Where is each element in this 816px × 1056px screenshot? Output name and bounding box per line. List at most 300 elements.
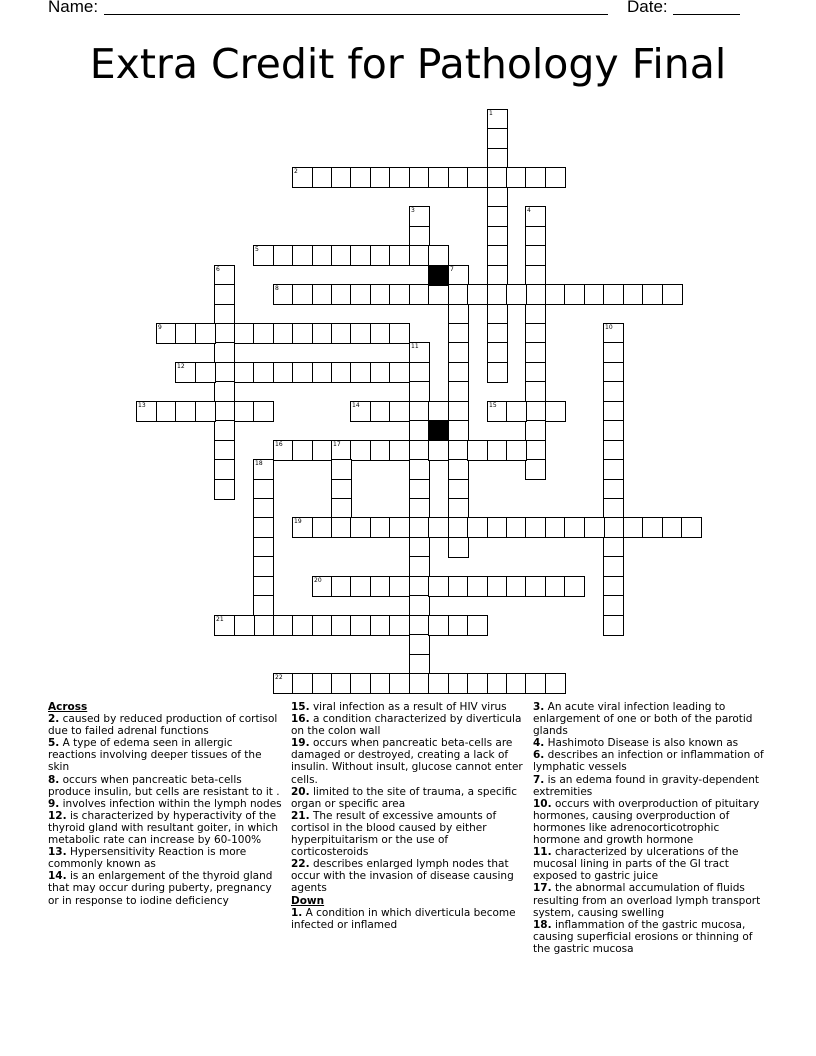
grid-cell[interactable] [409, 673, 430, 694]
grid-cell[interactable] [331, 284, 352, 305]
grid-cell[interactable] [409, 459, 430, 480]
clue-number: 7 [450, 266, 454, 273]
grid-cell[interactable] [175, 401, 196, 422]
grid-cell[interactable] [312, 167, 333, 188]
clue-number: 6 [216, 266, 220, 273]
grid-cell[interactable] [525, 517, 546, 538]
clue-number: 20. [291, 785, 310, 798]
grid-cell[interactable] [389, 615, 410, 636]
grid-cell[interactable] [487, 109, 508, 130]
grid-cell[interactable] [467, 167, 488, 188]
grid-cell[interactable] [545, 401, 566, 422]
grid-cell[interactable] [564, 576, 585, 597]
grid-cell[interactable] [428, 576, 449, 597]
grid-cell[interactable] [409, 615, 430, 636]
grid-cell[interactable] [525, 420, 546, 441]
grid-cell[interactable] [331, 362, 352, 383]
grid-cell[interactable] [370, 245, 391, 266]
grid-cell[interactable] [525, 167, 546, 188]
grid-cell[interactable] [292, 284, 313, 305]
grid-cell[interactable] [312, 362, 333, 383]
grid-cell[interactable] [350, 576, 371, 597]
grid-cell[interactable] [603, 440, 624, 461]
grid-cell[interactable] [525, 265, 546, 286]
grid-cell[interactable] [273, 615, 294, 636]
grid-cell[interactable] [525, 284, 546, 305]
clue-number: 1. [291, 906, 303, 919]
grid-cell[interactable] [350, 245, 371, 266]
clue-number: 13 [138, 402, 146, 409]
grid-cell[interactable] [136, 401, 157, 422]
grid-cell[interactable] [253, 498, 274, 519]
grid-cell[interactable] [350, 362, 371, 383]
grid-cell[interactable] [331, 479, 352, 500]
clue-number: 10 [605, 324, 613, 331]
grid-cell[interactable] [448, 517, 469, 538]
grid-cell[interactable] [214, 362, 235, 383]
grid-cell[interactable] [389, 323, 410, 344]
grid-cell[interactable] [331, 459, 352, 480]
across-clue [291, 810, 524, 858]
grid-cell[interactable] [467, 440, 488, 461]
clue-number: 12 [177, 363, 185, 370]
grid-cell[interactable] [603, 323, 624, 344]
grid-cell[interactable] [603, 595, 624, 616]
grid-cell[interactable] [370, 167, 391, 188]
grid-cell[interactable] [409, 537, 430, 558]
grid-cell[interactable] [525, 342, 546, 363]
grid-cell[interactable] [564, 517, 585, 538]
grid-cell[interactable] [487, 284, 508, 305]
grid-cell[interactable] [409, 576, 430, 597]
clue-number: 21. [291, 809, 310, 822]
grid-cell[interactable] [350, 167, 371, 188]
clue-text: inflammation of the gastric mucosa, causing superficial erosions or thinning of the gastric mucosa [533, 918, 753, 955]
down-clue [533, 737, 768, 749]
grid-cell[interactable] [331, 517, 352, 538]
grid-cell[interactable] [389, 401, 410, 422]
grid-cell[interactable] [584, 284, 605, 305]
grid-cell[interactable] [214, 615, 235, 636]
grid-cell[interactable] [350, 673, 371, 694]
grid-cell[interactable] [487, 517, 508, 538]
grid-cell[interactable] [253, 595, 274, 616]
grid-cell[interactable] [253, 479, 274, 500]
grid-cell[interactable] [448, 284, 469, 305]
grid-cell[interactable] [545, 167, 566, 188]
grid-cell[interactable] [487, 304, 508, 325]
grid-cell[interactable] [409, 634, 430, 655]
grid-cell[interactable] [350, 284, 371, 305]
grid-cell[interactable] [389, 576, 410, 597]
grid-cell[interactable] [195, 323, 216, 344]
page-title: Extra Credit for Pathology Final [89, 40, 727, 88]
grid-cell[interactable] [487, 167, 508, 188]
grid-cell[interactable] [214, 479, 235, 500]
grid-cell[interactable] [331, 673, 352, 694]
grid-cell[interactable] [662, 284, 683, 305]
grid-cell[interactable] [467, 284, 488, 305]
grid-cell[interactable] [370, 673, 391, 694]
grid-cell[interactable] [467, 576, 488, 597]
grid-cell[interactable] [273, 323, 294, 344]
grid-cell[interactable] [214, 440, 235, 461]
grid-cell[interactable] [448, 537, 469, 558]
grid-cell[interactable] [234, 401, 255, 422]
clue-text: the abnormal accumulation of fluids resulting from an overload lymph transport system, causing swelling [533, 882, 761, 919]
grid-cell[interactable] [214, 381, 235, 402]
grid-cell[interactable] [175, 362, 196, 383]
clue-text: is characterized by hyperactivity of the thyroid gland with resultant goiter, in which metabolic rate can increase by 60-100% [48, 809, 279, 847]
grid-cell[interactable] [253, 459, 274, 480]
grid-cell[interactable] [253, 615, 274, 636]
grid-cell[interactable] [603, 401, 624, 422]
grid-cell[interactable] [603, 381, 624, 402]
grid-cell[interactable] [292, 323, 313, 344]
grid-cell[interactable] [525, 459, 546, 480]
grid-cell[interactable] [545, 576, 566, 597]
grid-cell[interactable] [370, 440, 391, 461]
grid-cell[interactable] [428, 245, 449, 266]
clue-number: 5. [48, 737, 60, 750]
grid-cell[interactable] [487, 245, 508, 266]
grid-cell[interactable] [370, 401, 391, 422]
grid-cell[interactable] [603, 576, 624, 597]
across-clue [48, 870, 283, 906]
clue-column-3 [533, 701, 768, 955]
down-clue [291, 907, 524, 931]
grid-cell[interactable] [195, 401, 216, 422]
across-clue [48, 774, 283, 798]
grid-cell[interactable] [448, 304, 469, 325]
grid-cell[interactable] [370, 284, 391, 305]
grid-cell[interactable] [448, 459, 469, 480]
grid-cell[interactable] [350, 440, 371, 461]
grid-cell[interactable] [428, 440, 449, 461]
grid-cell[interactable] [350, 615, 371, 636]
grid-cell[interactable] [214, 401, 235, 422]
grid-cell[interactable] [681, 517, 702, 538]
grid-cell[interactable] [331, 440, 352, 461]
grid-cell[interactable] [448, 479, 469, 500]
grid-cell[interactable] [487, 265, 508, 286]
grid-cell[interactable] [428, 517, 449, 538]
grid-cell[interactable] [525, 381, 546, 402]
grid-cell[interactable] [525, 245, 546, 266]
grid-cell[interactable] [603, 342, 624, 363]
grid-cell[interactable] [273, 673, 294, 694]
grid-cell[interactable] [370, 576, 391, 597]
grid-cell[interactable] [370, 517, 391, 538]
grid-cell[interactable] [292, 673, 313, 694]
grid-cell[interactable] [331, 615, 352, 636]
grid-cell[interactable] [253, 401, 274, 422]
clue-text: describes enlarged lymph nodes that occur with the invasion of disease causing agents [291, 858, 514, 895]
grid-cell[interactable] [389, 517, 410, 538]
grid-cell[interactable] [409, 401, 430, 422]
grid-cell[interactable] [506, 284, 527, 305]
grid-cell[interactable] [331, 498, 352, 519]
grid-cell[interactable] [234, 323, 255, 344]
grid-cell[interactable] [253, 576, 274, 597]
grid-cell[interactable] [292, 440, 313, 461]
grid-cell[interactable] [214, 459, 235, 480]
across-header: Across [48, 701, 88, 713]
grid-cell[interactable] [214, 304, 235, 325]
grid-cell[interactable] [389, 245, 410, 266]
grid-cell[interactable] [409, 167, 430, 188]
grid-cell[interactable] [234, 615, 255, 636]
grid-cell[interactable] [214, 265, 235, 286]
grid-cell[interactable] [564, 284, 585, 305]
grid-cell[interactable] [331, 167, 352, 188]
grid-cell[interactable] [448, 420, 469, 441]
grid-cell[interactable] [506, 401, 527, 422]
grid-cell[interactable] [487, 362, 508, 383]
clue-text: involves infection within the lymph nodes [59, 797, 282, 810]
grid-cell[interactable] [487, 401, 508, 422]
grid-cell[interactable] [448, 615, 469, 636]
grid-cell[interactable] [448, 362, 469, 383]
down-header: Down [291, 894, 325, 907]
clue-number: 14 [352, 402, 360, 409]
grid-cell[interactable] [292, 615, 313, 636]
grid-cell[interactable] [642, 284, 663, 305]
grid-cell[interactable] [487, 576, 508, 597]
grid-cell[interactable] [525, 401, 546, 422]
grid-cell[interactable] [448, 576, 469, 597]
grid-cell[interactable] [467, 673, 488, 694]
grid-cell[interactable] [428, 167, 449, 188]
grid-cell[interactable] [623, 284, 644, 305]
grid-cell[interactable] [370, 323, 391, 344]
grid-cell[interactable] [506, 167, 527, 188]
across-clue [291, 786, 524, 810]
grid-cell[interactable] [428, 284, 449, 305]
grid-cell[interactable] [389, 167, 410, 188]
down-clue [533, 919, 768, 955]
grid-cell[interactable] [292, 517, 313, 538]
grid-cell[interactable] [448, 498, 469, 519]
grid-cell[interactable] [214, 323, 235, 344]
grid-cell[interactable] [409, 342, 430, 363]
grid-cell[interactable] [409, 654, 430, 675]
grid-cell[interactable] [428, 401, 449, 422]
grid-cell[interactable] [331, 576, 352, 597]
grid-cell[interactable] [506, 576, 527, 597]
grid-cell[interactable] [525, 206, 546, 227]
clue-number: 1 [489, 110, 493, 117]
across-clue [291, 737, 524, 785]
grid-cell[interactable] [525, 323, 546, 344]
grid-cell[interactable] [448, 673, 469, 694]
grid-cell[interactable] [292, 245, 313, 266]
grid-cell[interactable] [370, 362, 391, 383]
clue-number: 15. [291, 701, 310, 713]
grid-cell[interactable] [525, 362, 546, 383]
grid-cell[interactable] [545, 517, 566, 538]
grid-cell[interactable] [312, 576, 333, 597]
clue-number: 19 [294, 518, 302, 525]
grid-cell[interactable] [603, 537, 624, 558]
grid-cell[interactable] [409, 440, 430, 461]
clue-column-2 [291, 701, 524, 931]
grid-cell[interactable] [214, 284, 235, 305]
grid-cell[interactable] [409, 226, 430, 247]
grid-cell[interactable] [525, 673, 546, 694]
grid-cell[interactable] [428, 615, 449, 636]
across-clue [48, 846, 283, 870]
grid-cell[interactable] [603, 556, 624, 577]
grid-cell[interactable] [214, 342, 235, 363]
grid-cell[interactable] [642, 517, 663, 538]
grid-cell[interactable] [253, 556, 274, 577]
grid-cell[interactable] [312, 323, 333, 344]
grid-cell[interactable] [525, 576, 546, 597]
grid-cell[interactable] [273, 362, 294, 383]
grid-cell[interactable] [623, 517, 644, 538]
grid-cell[interactable] [214, 420, 235, 441]
grid-cell[interactable] [331, 323, 352, 344]
grid-cell[interactable] [273, 245, 294, 266]
grid-cell[interactable] [525, 440, 546, 461]
grid-cell[interactable] [448, 440, 469, 461]
grid-cell[interactable] [545, 284, 566, 305]
grid-cell[interactable] [156, 323, 177, 344]
grid-cell[interactable] [389, 284, 410, 305]
grid-cell[interactable] [603, 420, 624, 441]
grid-cell[interactable] [253, 517, 274, 538]
grid-cell[interactable] [175, 323, 196, 344]
clue-number: 2. [48, 713, 60, 726]
clue-text: viral infection as a result of HIV virus [309, 701, 507, 713]
grid-cell[interactable] [506, 440, 527, 461]
grid-cell[interactable] [467, 615, 488, 636]
grid-cell[interactable] [234, 362, 255, 383]
grid-cell[interactable] [409, 381, 430, 402]
grid-cell[interactable] [409, 362, 430, 383]
clue-number: 8 [275, 285, 279, 292]
grid-cell[interactable] [253, 323, 274, 344]
grid-cell[interactable] [409, 420, 430, 441]
grid-cell[interactable] [467, 517, 488, 538]
grid-cell[interactable] [603, 479, 624, 500]
grid-cell[interactable] [409, 479, 430, 500]
down-clue [533, 749, 768, 773]
grid-cell[interactable] [253, 362, 274, 383]
grid-cell[interactable] [389, 440, 410, 461]
clue-number: 12. [48, 809, 67, 822]
clue-number: 11. [533, 846, 552, 859]
grid-cell[interactable] [662, 517, 683, 538]
grid-cell[interactable] [603, 362, 624, 383]
grid-cell[interactable] [409, 517, 430, 538]
grid-cell[interactable] [292, 167, 313, 188]
grid-cell[interactable] [487, 206, 508, 227]
clue-number: 16. [291, 713, 310, 726]
grid-cell[interactable] [545, 673, 566, 694]
grid-cell[interactable] [350, 323, 371, 344]
clue-number: 3 [411, 207, 415, 214]
grid-cell[interactable] [273, 284, 294, 305]
grid-cell[interactable] [487, 673, 508, 694]
grid-cell[interactable] [487, 187, 508, 208]
grid-cell[interactable] [195, 362, 216, 383]
grid-cell[interactable] [448, 323, 469, 344]
grid-cell[interactable] [409, 206, 430, 227]
clue-number: 18. [533, 918, 552, 931]
grid-cell[interactable] [487, 323, 508, 344]
grid-cell[interactable] [409, 245, 430, 266]
grid-cell[interactable] [253, 245, 274, 266]
grid-cell[interactable] [409, 556, 430, 577]
grid-cell[interactable] [312, 440, 333, 461]
grid-cell[interactable] [448, 401, 469, 422]
clue-text: caused by reduced production of cortisol due to failed adrenal functions [48, 713, 278, 738]
grid-cell[interactable] [487, 226, 508, 247]
grid-cell[interactable] [331, 245, 352, 266]
grid-cell[interactable] [448, 167, 469, 188]
grid-cell[interactable] [292, 362, 313, 383]
clue-text: is an edema found in gravity-dependent extremities [533, 773, 759, 798]
grid-cell[interactable] [448, 381, 469, 402]
grid-cell[interactable] [525, 304, 546, 325]
down-clue [533, 882, 768, 918]
grid-cell[interactable] [312, 284, 333, 305]
clue-text: is an enlargement of the thyroid gland that may occur during puberty, pregnancy or in response to iodine deficiency [48, 870, 273, 907]
clue-number: 16 [275, 441, 283, 448]
grid-cell[interactable] [603, 459, 624, 480]
grid-cell[interactable] [370, 615, 391, 636]
grid-cell[interactable] [525, 226, 546, 247]
grid-cell[interactable] [409, 284, 430, 305]
grid-cell[interactable] [506, 517, 527, 538]
date-label: Date: [627, 0, 668, 16]
grid-cell[interactable] [389, 673, 410, 694]
grid-cell[interactable] [350, 517, 371, 538]
grid-cell[interactable] [312, 615, 333, 636]
grid-cell[interactable] [312, 245, 333, 266]
grid-cell[interactable] [487, 440, 508, 461]
grid-cell[interactable] [312, 673, 333, 694]
clue-text: The result of excessive amounts of cortisol in the blood caused by either hyperpituitarism or the use of corticosteroids [291, 809, 497, 859]
grid-cell[interactable] [448, 265, 469, 286]
clue-text: An acute viral infection leading to enlargement of one or both of the parotid glands [533, 701, 753, 738]
grid-cell[interactable] [603, 284, 624, 305]
grid-cell[interactable] [253, 537, 274, 558]
grid-cell[interactable] [603, 517, 624, 538]
grid-cell[interactable] [487, 128, 508, 149]
grid-cell[interactable] [603, 498, 624, 519]
grid-cell[interactable] [350, 401, 371, 422]
grid-cell[interactable] [156, 401, 177, 422]
grid-cell[interactable] [584, 517, 605, 538]
grid-cell[interactable] [273, 440, 294, 461]
grid-cell[interactable] [389, 362, 410, 383]
grid-cell[interactable] [506, 673, 527, 694]
grid-cell[interactable] [448, 342, 469, 363]
grid-cell[interactable] [603, 615, 624, 636]
clue-text: A type of edema seen in allergic reactions involving deeper tissues of the skin [48, 737, 262, 774]
name-label: Name: [48, 0, 99, 16]
grid-cell[interactable] [487, 342, 508, 363]
grid-cell[interactable] [409, 595, 430, 616]
grid-cell[interactable] [487, 148, 508, 169]
grid-cell[interactable] [428, 673, 449, 694]
clue-number: 9. [48, 797, 60, 810]
grid-cell[interactable] [409, 498, 430, 519]
grid-cell[interactable] [312, 517, 333, 538]
